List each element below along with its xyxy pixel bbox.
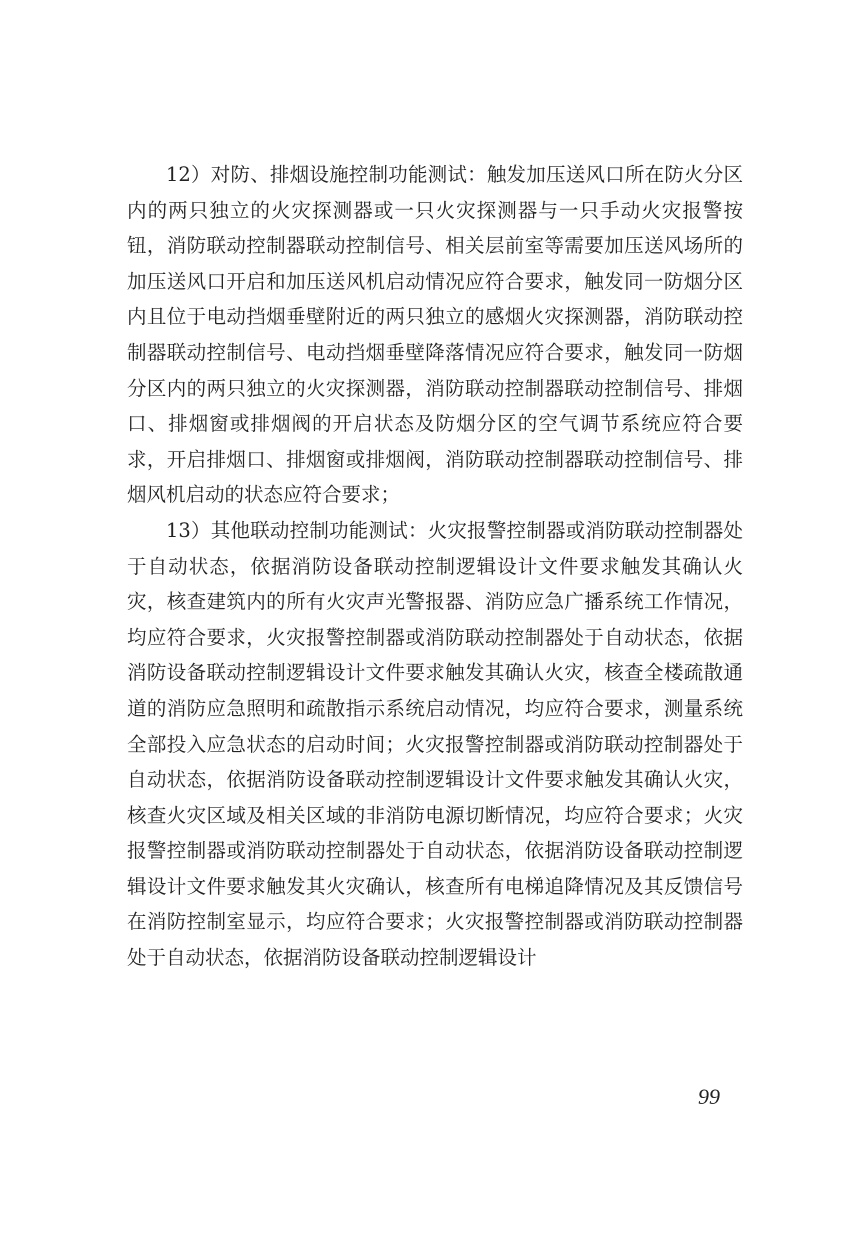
- body-text: [127, 157, 743, 976]
- page-number: 99: [698, 1084, 720, 1109]
- paragraph-13-other-linkage-test: 13）其他联动控制功能测试：火灾报警控制器或消防联动控制器处于自动状态，依据消防设备联动控制逻辑设计文件要求触发其确认火灾，核查建筑内的所有火灾声光警报器、消防应急广播系统工作情况，均应符合要求，火灾报警控制器或消防联动控制器处于自动状态，依据消防设备联动控制逻辑设计文件要求触发其确认火灾，核查全楼疏散通道的消防应急照明和疏散指示系统启动情况，均应符合要求，测量系统全部投入应急状态的启动时间；火灾报警控制器或消防联动控制器处于自动状态，依据消防设备联动控制逻辑设计文件要求触发其确认火灾，核查火灾区域及相关区域的非消防电源切断情况，均应符合要求；火灾报警控制器或消防联动控制器处于自动状态，依据消防设备联动控制逻辑设计文件要求触发其火灾确认，核查所有电梯追降情况及其反馈信号在消防控制室显示，均应符合要求；火灾报警控制器或消防联动控制器处于自动状态，依据消防设备联动控制逻辑设计: [127, 518, 743, 970]
- paragraph-12-smoke-control-test: 12）对防、排烟设施控制功能测试：触发加压送风口所在防火分区内的两只独立的火灾探测器或一只火灾探测器与一只手动火灾报警按钮，消防联动控制器联动控制信号、相关层前室等需要加压送风场所的加压送风口开启和加压送风机启动情况应符合要求，触发同一防烟分区内且位于电动挡烟垂壁附近的两只独立的感烟火灾探测器，消防联动控制器联动控制信号、电动挡烟垂壁降落情况应符合要求，触发同一防烟分区内的两只独立的火灾探测器，消防联动控制器联动控制信号、排烟口、排烟窗或排烟阀的开启状态及防烟分区的空气调节系统应符合要求，开启排烟口、排烟窗或排烟阀，消防联动控制器联动控制信号、排烟风机启动的状态应符合要求；: [127, 163, 743, 507]
